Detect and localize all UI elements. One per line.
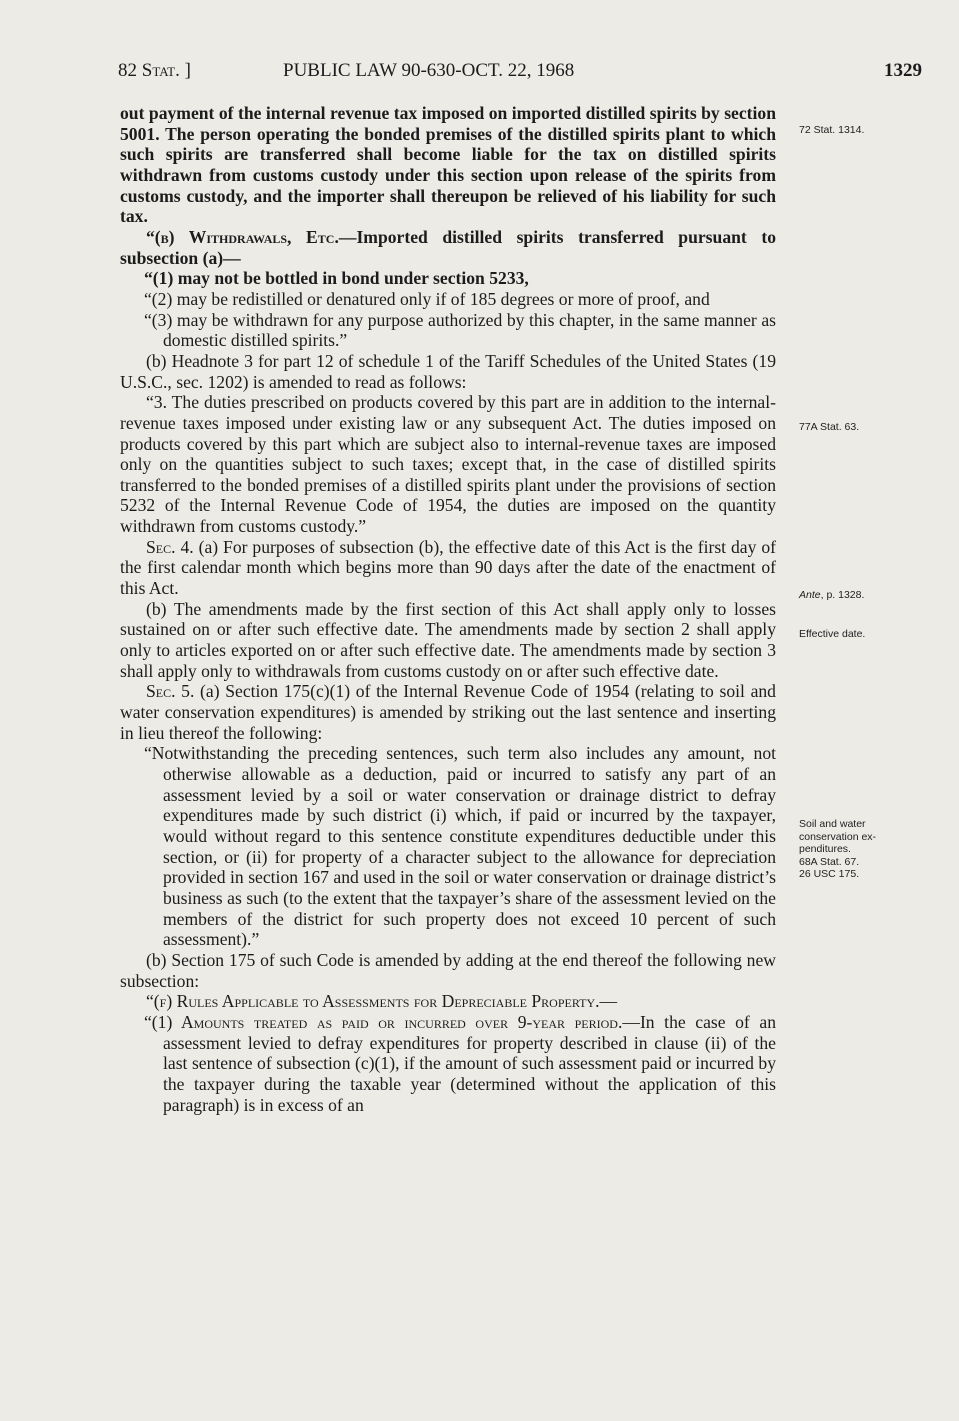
margin-note-line: Soil and water xyxy=(799,818,866,830)
header-title: PUBLIC LAW 90-630-OCT. 22, 1968 xyxy=(283,60,575,81)
clause-3: “(3) may be withdrawn for any purpose authorized by this chapter, in the same manner as domestic distilled spirits.” xyxy=(144,309,776,351)
paragraph-f-1 xyxy=(120,1012,776,1115)
margin-note-line: conservation ex- xyxy=(799,830,877,843)
section-5-label: Sec. 5. xyxy=(146,681,195,702)
paragraph-f-1-text: —In the case of an assessment levied to defray expenditures for property described in clause (ii) of the last sentence of subsection (c)(1), if the amount of such assessment paid or incurred by the taxpayer during the taxable year (determined without the application of this paragraph) is in excess of an xyxy=(163,1011,776,1115)
margin-note-effective-date: Effective date. xyxy=(799,628,866,640)
statute-text xyxy=(120,103,776,1115)
margin-note-soil-water xyxy=(799,818,939,881)
section-5 xyxy=(120,681,776,743)
margin-note-line: 26 USC 175. xyxy=(799,868,860,880)
section-5-b: (b) Section 175 of such Code is amended by adding at the end thereof the following new subsection: xyxy=(120,949,776,991)
margin-note-72-stat: 72 Stat. 1314. xyxy=(799,124,865,136)
margin-note-ante xyxy=(799,589,939,602)
section-4 xyxy=(120,537,776,599)
margin-note-line: penditures. xyxy=(799,843,851,855)
page-number: 1329 xyxy=(884,60,922,81)
subsection-f-heading: “(f) Rules Applicable to Assessments for Depreciable Property.— xyxy=(146,991,618,1012)
margin-note-ante-page: , p. 1328. xyxy=(820,589,865,601)
section-4-b: (b) The amendments made by the first section of this Act shall apply only to losses sustained on or after such effective date. The amendments made by section 2 shall apply only to articles exported on or after such effective date. The amendments made by section 3 shall apply only to withdrawals from customs custody on or after such effective date. xyxy=(120,598,776,681)
paragraph-f-1-heading: “(1) Amounts treated as paid or incurred over 9-year period. xyxy=(144,1011,623,1032)
paragraph-notwithstanding: “Notwithstanding the preceding sentences, such term also includes any amount, not otherwise allowable as a deduction, paid or incurred to satisfy any part of an assessment levied by a soil or water conservation or drainage district to defray expenditures made by such district (i) which, if paid or incurred by the taxpayer, would without regard to this sentence constitute expenditures deductible under this section, or (ii) for property of a character subject to the allowance for depreciation provided in section 167 and used in the soil or water conservation or drainage district’s business as such (to the extent that the taxpayer’s share of the assessment levied on the members of the district for such property does not exceed 10 percent of such assessment).” xyxy=(144,743,776,950)
paragraph-headnote-quote: “3. The duties prescribed on products covered by this part are in addition to the internal-revenue taxes imposed under existing law or any subsequent Act. The duties imposed on products covered by this part which are subject also to internal-revenue taxes are imposed only on the quantities subject to such taxes; except that, in the case of distilled spirits transferred to the bonded premises of a distilled spirits plant under the provisions of section 5232 of the Internal Revenue Code of 1954, the duties are imposed on the quantity withdrawn from customs custody.” xyxy=(120,392,776,537)
withdrawals-text: —Imported distilled spirits transferred pursuant to subsection (a)— xyxy=(120,226,776,268)
paragraph-headnote: (b) Headnote 3 for part 12 of schedule 1 of the Tariff Schedules of the United States (19 U.S.C., sec. 1202) is amended to read as follows: xyxy=(120,350,776,392)
paragraph-continuation: out payment of the internal revenue tax imposed on imported distilled spirits by section 5001. The person operating the bonded premises of the distilled spirits plant to which such spirits are transferred shall become liable for the tax on distilled spirits withdrawn from customs custody under this section upon release of the spirits from customs custody, and the importer shall thereupon be relieved of his liability for such tax. xyxy=(120,103,776,227)
clause-1: “(1) may not be bottled in bond under section 5233, xyxy=(144,268,529,289)
section-4-label: Sec. 4. xyxy=(146,536,194,557)
margin-note-ante-italic: Ante xyxy=(799,589,821,601)
section-5-text: (a) Section 175(c)(1) of the Internal Revenue Code of 1954 (relating to soil and water conservation expenditures) is amended by striking out the last sentence and inserting in lieu thereof the following: xyxy=(120,681,776,743)
section-4-text: (a) For purposes of subsection (b), the effective date of this Act is the first day of the first calendar month which begins more than 90 days after the date of the enactment of this Act. xyxy=(120,536,776,599)
header-volume: 82 Stat. ] xyxy=(118,60,191,81)
clause-2: “(2) may be redistilled or denatured only if of 185 degrees or more of proof, and xyxy=(144,288,710,309)
running-header xyxy=(118,58,922,84)
paragraph-withdrawals xyxy=(120,227,776,268)
margin-note-line: 68A Stat. 67. xyxy=(799,855,860,868)
margin-note-77a-stat: 77A Stat. 63. xyxy=(799,421,860,433)
withdrawals-heading: “(b) Withdrawals, Etc. xyxy=(146,226,339,247)
